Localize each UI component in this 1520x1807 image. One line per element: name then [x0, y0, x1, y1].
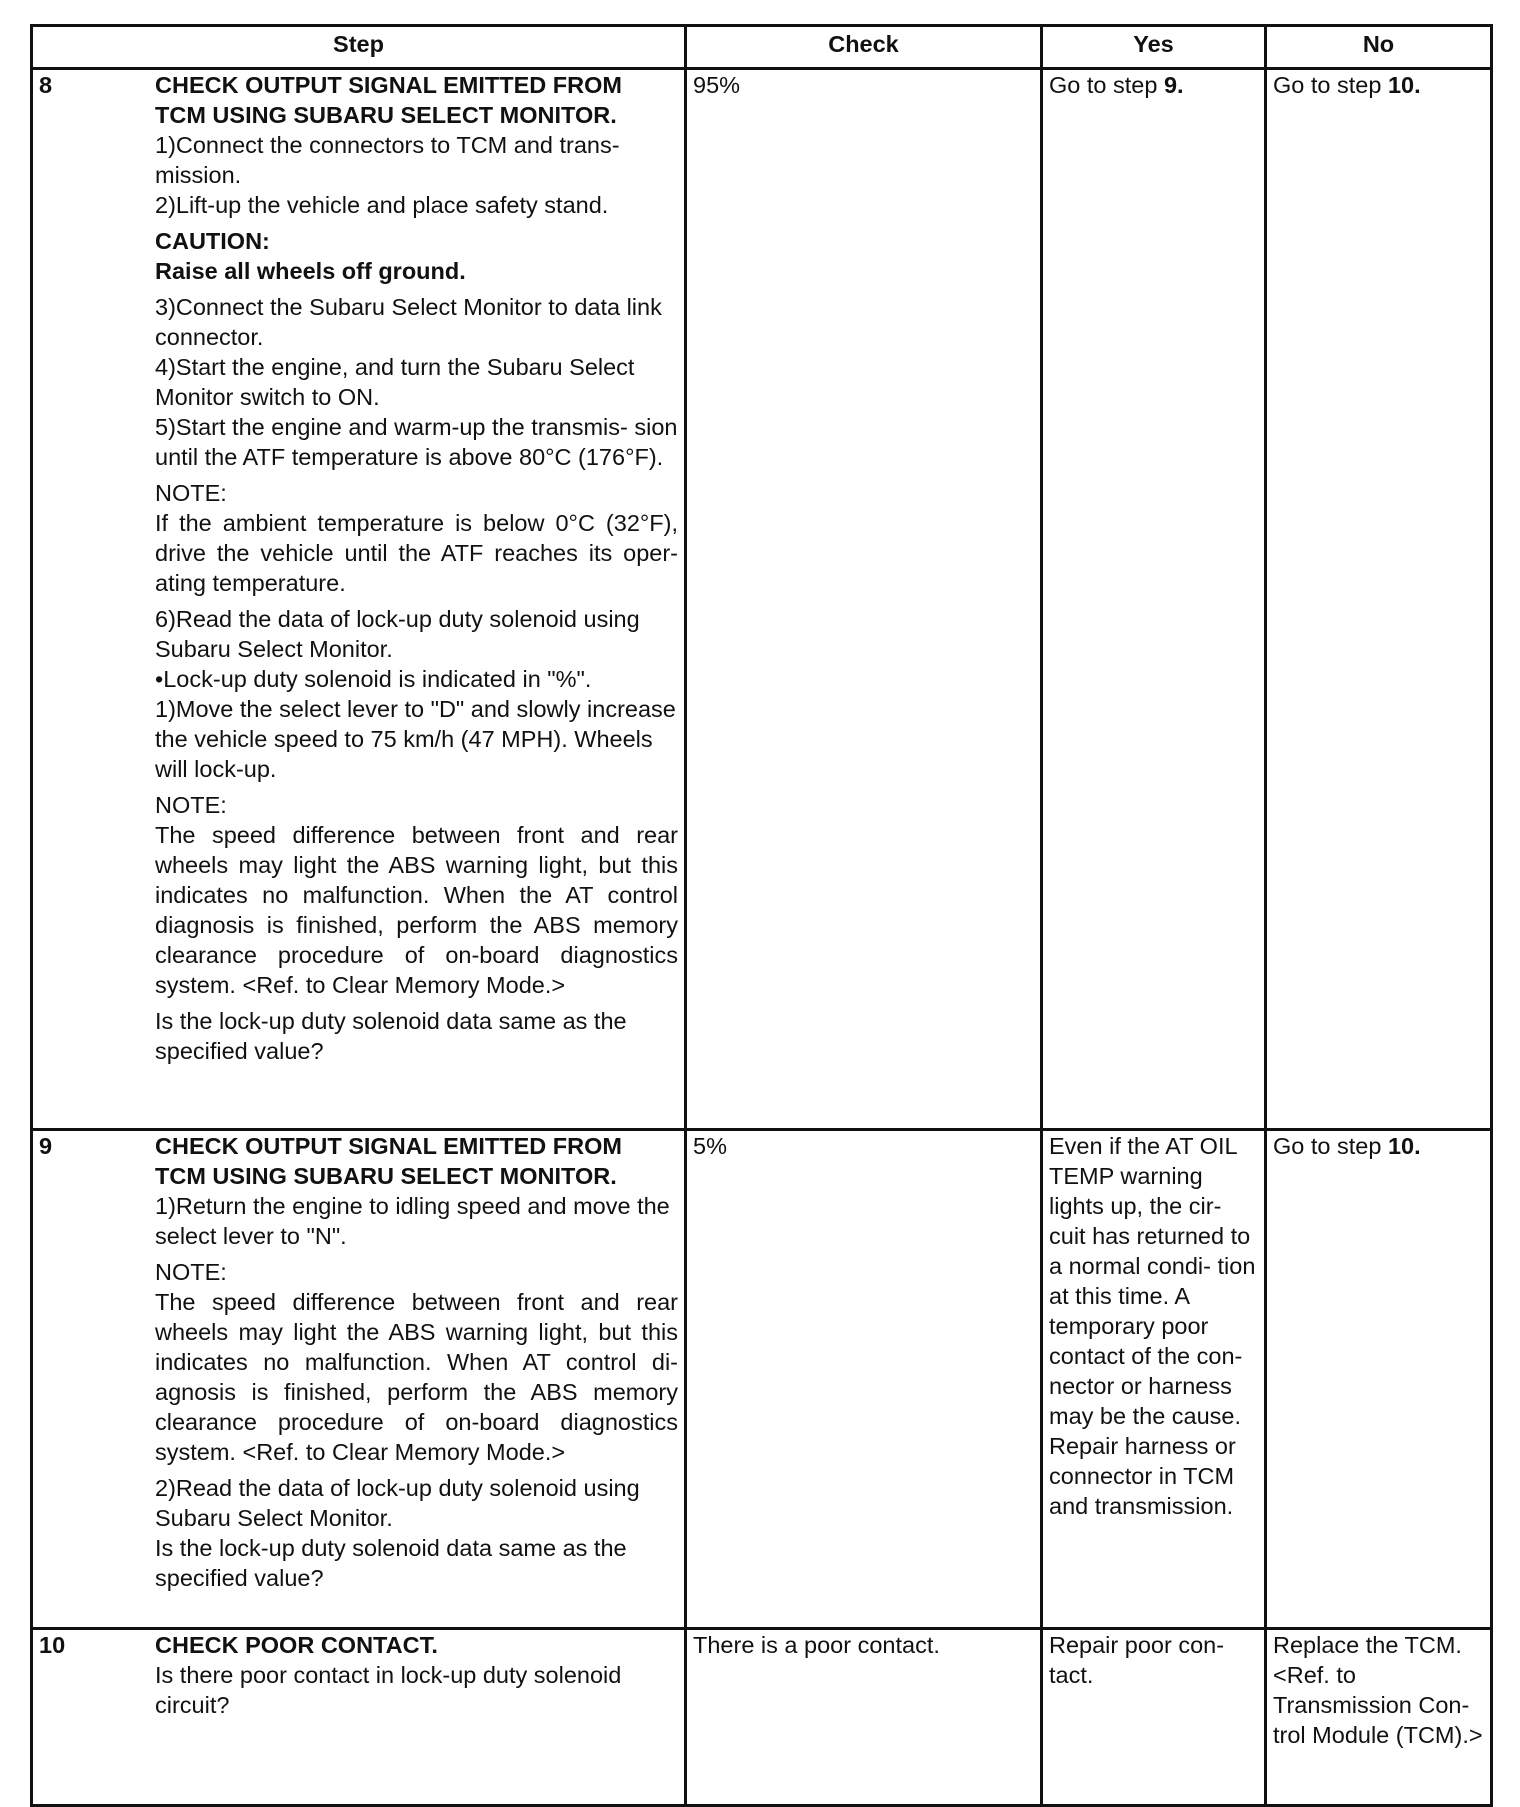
instruction: 2)Lift-up the vehicle and place safety stand.	[155, 192, 609, 218]
header-no: No	[1266, 26, 1492, 69]
check-cell: 95%	[686, 69, 1042, 1130]
question: Is the lock-up duty solenoid data same as the specified value?	[155, 1535, 627, 1591]
no-text: Go to step	[1273, 72, 1388, 98]
step-number: 10	[39, 1632, 66, 1658]
no-step-ref: 10.	[1387, 72, 1421, 98]
instruction: 2)Read the data of lock-up duty solenoid using Subaru Select Monitor.	[155, 1475, 640, 1531]
check-cell: There is a poor contact.	[686, 1629, 1042, 1806]
table-row	[32, 1629, 1492, 1806]
question: Is the lock-up duty solenoid data same as the specified value?	[155, 1008, 627, 1064]
yes-cell	[1042, 69, 1266, 1130]
table-row	[32, 69, 1492, 1130]
step-cell	[32, 1130, 686, 1629]
note-text: The speed difference between front and rear wheels may light the ABS warning light, but this indicates no malfunction. When AT control di- agnosis is finished, perform the ABS memory clearance procedure of on-board diagnostics system. <Ref. to Clear Memory Mode.>	[155, 1289, 678, 1465]
no-cell: Replace the TCM. <Ref. to Transmission Con- trol Module (TCM).>	[1266, 1629, 1492, 1806]
header-check: Check	[686, 26, 1042, 69]
step-heading: CHECK OUTPUT SIGNAL EMITTED FROM TCM USING SUBARU SELECT MONITOR.	[155, 1133, 622, 1189]
note-label: NOTE:	[155, 1259, 227, 1285]
step-number: 8	[39, 72, 53, 98]
note-label: NOTE:	[155, 480, 227, 506]
check-cell: 5%	[686, 1130, 1042, 1629]
step-heading: CHECK POOR CONTACT.	[155, 1632, 438, 1658]
no-cell	[1266, 1130, 1492, 1629]
caution-label: CAUTION:	[155, 228, 270, 254]
no-text: Go to step	[1273, 1133, 1388, 1159]
instruction: 6)Read the data of lock-up duty solenoid using Subaru Select Monitor.	[155, 606, 640, 662]
instruction: 5)Start the engine and warm-up the transmis- sion until the ATF temperature is above 80°C (176°F).	[155, 414, 678, 470]
note-label: NOTE:	[155, 792, 227, 818]
instruction: 1)Move the select lever to "D" and slowly increase the vehicle speed to 75 km/h (47 MPH). Wheels will lock-up.	[155, 696, 676, 782]
header-step: Step	[32, 26, 686, 69]
yes-cell: Even if the AT OIL TEMP warning lights up, the cir- cuit has returned to a normal condi- tion at this time. A temporary poor contact of the con- nector or harness may be the cause. Repair harness or connector in TCM and transmission.	[1042, 1130, 1266, 1629]
step-heading: CHECK OUTPUT SIGNAL EMITTED FROM TCM USING SUBARU SELECT MONITOR.	[155, 72, 622, 128]
step-cell	[32, 1629, 686, 1806]
header-yes: Yes	[1042, 26, 1266, 69]
yes-text: Go to step	[1049, 72, 1164, 98]
instruction: 3)Connect the Subaru Select Monitor to data link connector.	[155, 294, 662, 350]
table-row	[32, 1130, 1492, 1629]
no-cell	[1266, 69, 1492, 1130]
instruction: 4)Start the engine, and turn the Subaru Select Monitor switch to ON.	[155, 354, 635, 410]
instruction: 1)Connect the connectors to TCM and trans- mission.	[155, 132, 620, 188]
header-row	[32, 26, 1492, 69]
caution-text: Raise all wheels off ground.	[155, 258, 466, 284]
step-number: 9	[39, 1133, 53, 1159]
diagnostic-table	[30, 24, 1493, 1807]
instruction: 1)Return the engine to idling speed and move the select lever to "N".	[155, 1193, 670, 1249]
yes-cell: Repair poor con- tact.	[1042, 1629, 1266, 1806]
note-text: The speed difference between front and rear wheels may light the ABS warning light, but this indicates no malfunction. When the AT control diagnosis is finished, perform the ABS memory clearance procedure of on-board diagnostics system. <Ref. to Clear Memory Mode.>	[155, 822, 678, 998]
yes-step-ref: 9.	[1163, 72, 1184, 98]
step-cell	[32, 69, 686, 1130]
note-text: If the ambient temperature is below 0°C (32°F), drive the vehicle until the ATF reaches its oper- ating temperature.	[155, 510, 678, 596]
question: Is there poor contact in lock-up duty solenoid circuit?	[155, 1662, 622, 1718]
no-step-ref: 10.	[1387, 1133, 1421, 1159]
instruction: •Lock-up duty solenoid is indicated in "%".	[155, 666, 592, 692]
